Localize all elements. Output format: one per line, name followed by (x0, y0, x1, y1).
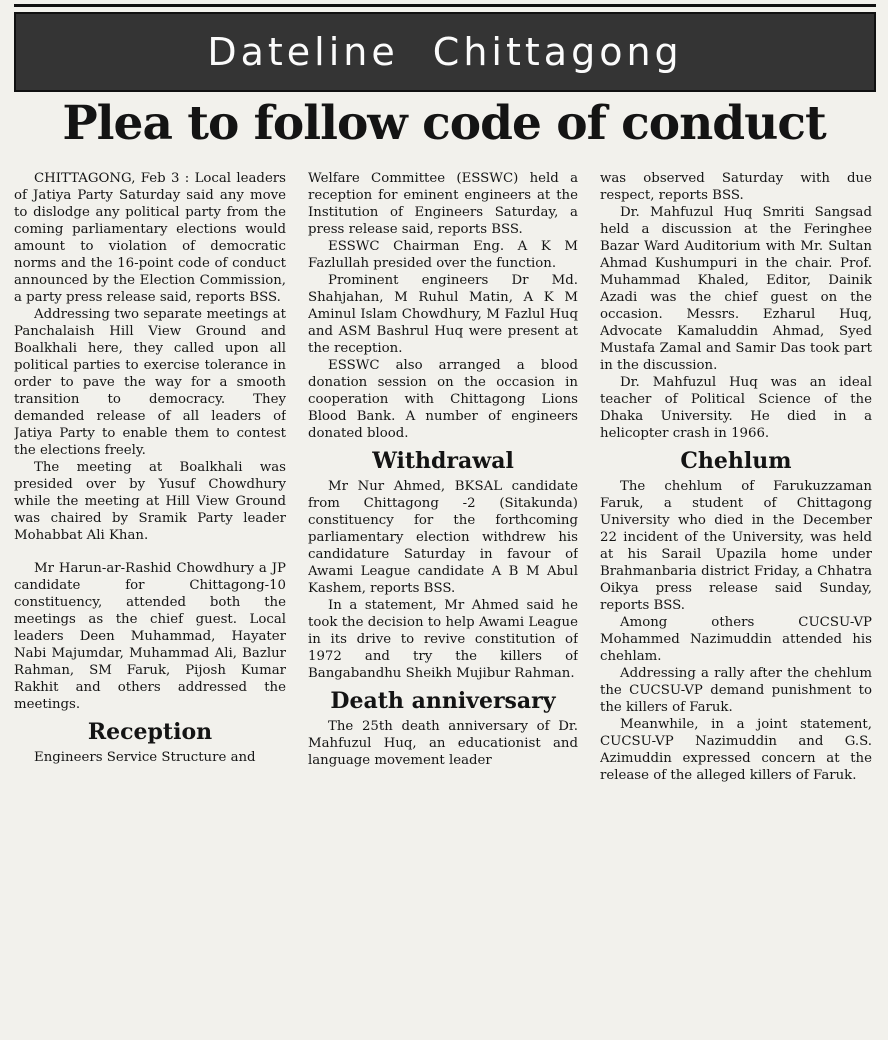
paragraph: Dr. Mahfuzul Huq Smriti Sangsad held a discussion at the Feringhee Bazar Ward Auditorium with Mr. Sultan Ahmad Kushumpuri in the chair. Prof. Muhammad Khaled, Editor, Dainik Azadi was the chief guest on the occasion. Messrs. Ezharul Huq, Advocate Kamaluddin Ahmad, Syed Mustafa Zamal and Samir Das took part in the discussion. (600, 205, 872, 373)
subheading-chehlum: Chehlum (680, 448, 792, 474)
subheading-death-anniversary: Death anniversary (330, 688, 556, 714)
subheading-reception: Reception (87, 719, 213, 745)
column-2 (308, 170, 578, 1036)
paragraph: The meeting at Boalkhali was presided over by Yusuf Chowdhury while the meeting at Hill View Ground was chaired by Sramik Party leader Mohabbat Ali Khan. (14, 460, 286, 543)
paragraph: Addressing a rally after the chehlum the CUCSU-VP demand punishment to the killers of Faruk. (600, 666, 872, 715)
paragraph: Mr Nur Ahmed, BKSAL candidate from Chittagong -2 (Sitakunda) constituency for the forthcoming parliamentary election withdrew his candidature Saturday in favour of Awami League candidate A B M Abul Kashem, reports BSS. (308, 479, 578, 596)
paragraph: Engineers Service Structure and (34, 750, 256, 765)
paragraph: Among others CUCSU-VP Mohammed Nazimuddin attended his chehlam. (600, 615, 872, 664)
paragraph: Prominent engineers Dr Md. Shahjahan, M Ruhul Matin, A K M Aminul Islam Chowdhury, M Fazlul Huq and ASM Bashrul Huq were present at the reception. (308, 273, 578, 356)
headline: Plea to follow code of conduct (62, 96, 826, 151)
paragraph: Meanwhile, in a joint statement, CUCSU-VP Nazimuddin and G.S. Azimuddin expressed concern at the release of the alleged killers of Faruk. (600, 717, 872, 783)
paragraph: The chehlum of Farukuzzaman Faruk, a student of Chittagong University who died in the December 22 incident of the University, was held at his Sarail Upazila home under Brahmanbaria district Friday, a Chhatra Oikya press release said Sunday, reports BSS. (600, 479, 872, 613)
paragraph: In a statement, Mr Ahmed said he took the decision to help Awami League in its drive to revive constitution of 1972 and try the killers of Bangabandhu Sheikh Mujibur Rahman. (308, 598, 578, 681)
section-banner (14, 12, 876, 92)
paragraph: ESSWC Chairman Eng. A K M Fazlullah presided over the function. (308, 239, 578, 271)
column-3 (600, 170, 872, 1036)
paragraph: Dr. Mahfuzul Huq was an ideal teacher of Political Science of the Dhaka University. He died in a helicopter crash in 1966. (600, 375, 872, 441)
paragraph: ESSWC also arranged a blood donation session on the occasion in cooperation with Chittagong Lions Blood Bank. A number of engineers donated blood. (308, 358, 578, 441)
paragraph: Welfare Committee (ESSWC) held a reception for eminent engineers at the Institution of Engineers Saturday, a press release said, reports BSS. (308, 171, 578, 237)
subheading-withdrawal: Withdrawal (372, 448, 514, 474)
top-rule (14, 4, 876, 7)
paragraph: was observed Saturday with due respect, reports BSS. (600, 171, 872, 203)
paragraph: Mr Harun-ar-Rashid Chowdhury a JP candidate for Chittagong-10 constituency, attended both the meetings as the chief guest. Local leaders Deen Muhammad, Hayater Nabi Majumdar, Muhammad Ali, Bazlur Rahman, SM Faruk, Pijosh Kumar Rakhit and others addressed the meetings. (14, 561, 286, 712)
paragraph: CHITTAGONG, Feb 3 : Local leaders of Jatiya Party Saturday said any move to dislodge any political party from the coming parliamentary elections would amount to violation of democratic norms and the 16-point code of conduct announced by the Election Commission, a party press release said, reports BSS. (14, 171, 286, 305)
banner-title: Dateline Chittagong (207, 30, 683, 74)
paragraph: Addressing two separate meetings at Panchalaish Hill View Ground and Boalkhali here, they called upon all political parties to exercise tolerance in order to pave the way for a smooth transition to democracy. They demanded release of all leaders of Jatiya Party to enable them to contest the elections freely. (14, 307, 286, 458)
column-1 (14, 170, 286, 1036)
paragraph: The 25th death anniversary of Dr. Mahfuzul Huq, an educationist and language movement leader (308, 719, 578, 768)
